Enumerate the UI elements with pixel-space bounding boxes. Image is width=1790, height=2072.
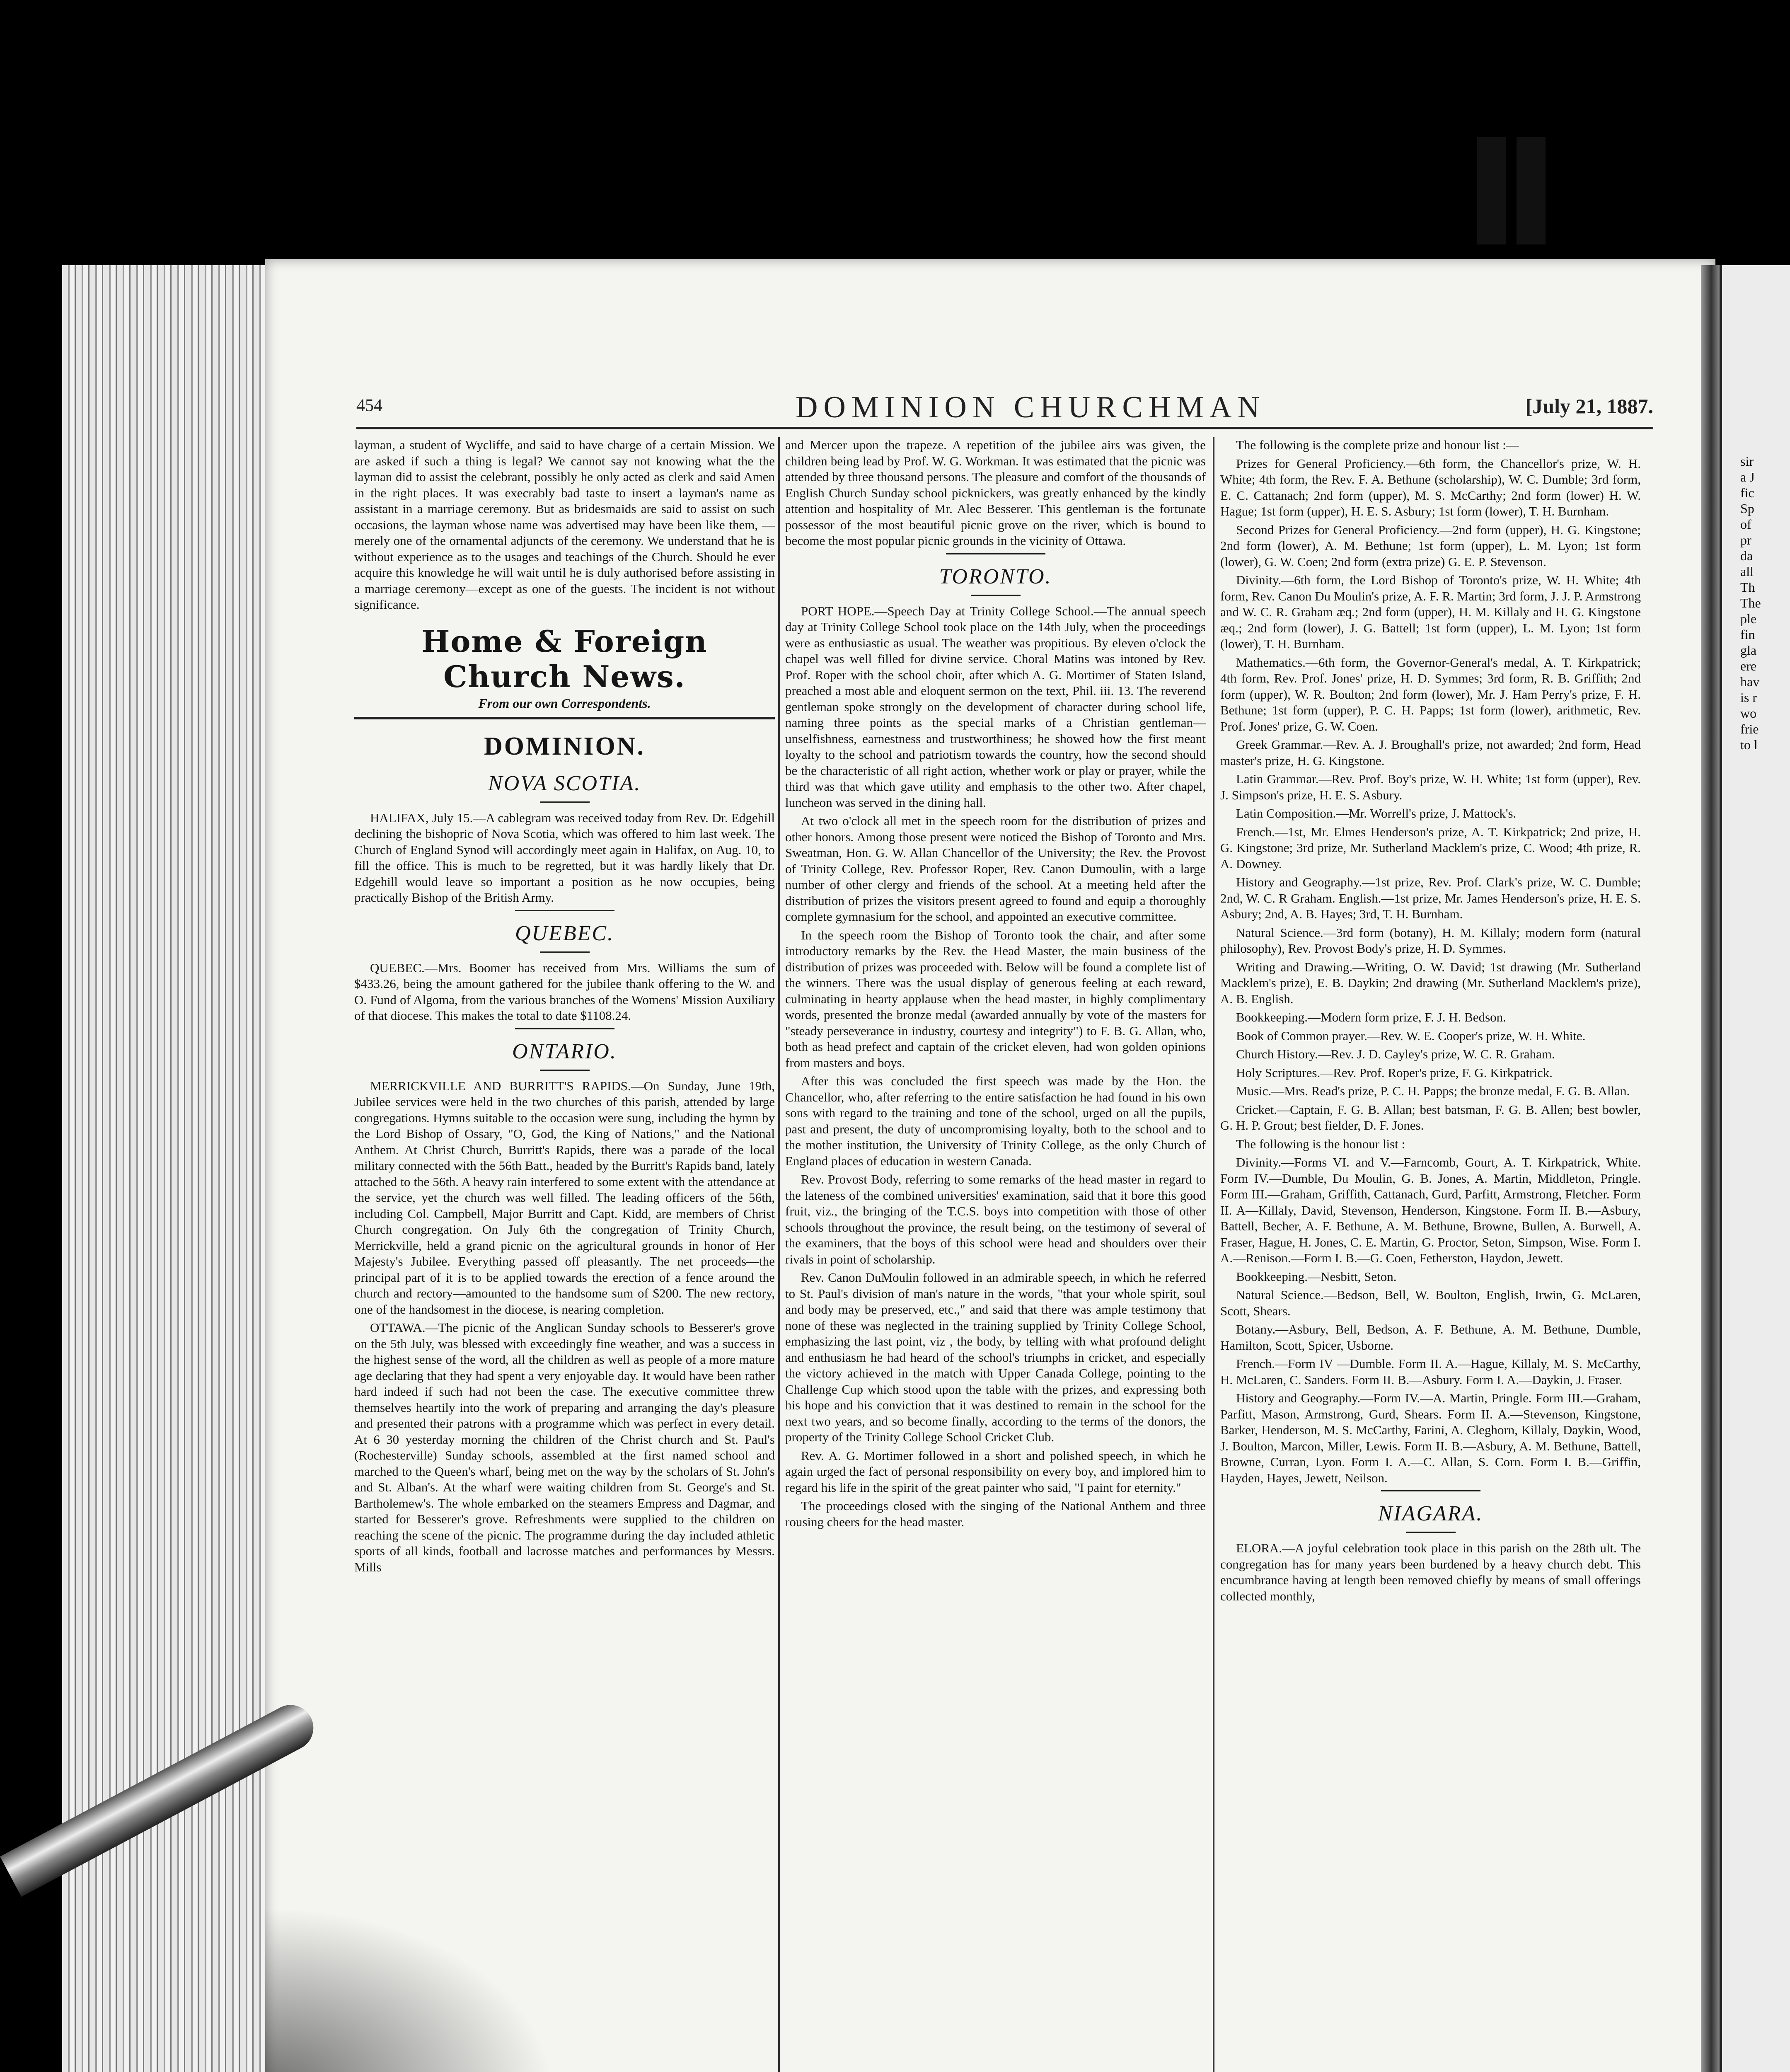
honour-paragraph: Bookkeeping.—Nesbitt, Seton.	[1236, 1269, 1397, 1284]
adjacent-text-fragment: sir	[1740, 454, 1754, 469]
article-paragraph: and Mercer upon the trapeze. A repetition of the jubilee airs was given, the children being lead by Prof. W. G. Workman. It was estimated that the picnic was attended by three thousand persons. The pleasure and comfort of the thousands of English Church Sunday school picknickers, was greatly enhanced by the kindly attention and hospitality of Mr. Alec Besserer. This gentleman is the fortunate possessor of the most beautiful picnic grove on the river, which is bound to become the most popular picnic grounds in the vicinity of Ottawa.	[785, 438, 1206, 548]
quebec-heading: QUEBEC.	[515, 921, 614, 945]
article-paragraph: In the speech room the Bishop of Toronto took the chair, and after some introductory remarks by the Rev. the Head Master, the main business of the distribution of prizes was proceeded with. Below will be found a complete list of the winners. There was the usual display of generous feeling at each reward, culminating in hearty applause when the head master, in highly complimentary words, presented the bronze medal (awarded annually by vote of the masters for "steady perseverance in industry, courtesy and integrity") to F. B. G. Allan, who, both as head prefect and captain of the cricket eleven, had won golden opinions from masters and boys.	[785, 927, 1206, 1070]
article-paragraph: PORT HOPE.—Speech Day at Trinity College School.—The annual speech day at Trinity College School took place on the 14th July, when the proceedings were as enthusiastic as usual. The weather was propitious. By eleven o'clock the chapel was well filled for divine service. Choral Matins was intoned by Rev. Prof. Roper with the school choir, after which A. G. Mortimer of Staten Island, preached a most able and eloquent sermon on the text, Phil. iii. 13. The reverend gentleman spoke strongly on the development of character during school life, naming three points as the special marks of a Christian gentleman—unselfishness, earnestness and trustworthiness; he showed how the first meant loyalty to the school and patriotism towards the country, how the second should be the characteristic of all right action, whether work or play or prayer, while the third was that which gave utility and emphasis to the other two. After chapel, luncheon was served in the dining hall.	[785, 603, 1206, 810]
section-rule	[971, 595, 1021, 596]
header-rule	[356, 427, 1653, 429]
section-rule	[515, 910, 614, 911]
prize-paragraph: Natural Science.—3rd form (botany), H. M. Killaly; modern form (natural philosophy), Rev. Provost Body's prize, H. D. Symmes.	[1220, 925, 1641, 956]
page-number: 454	[356, 396, 382, 415]
article-paragraph: layman, a student of Wycliffe, and said to have charge of a certain Mission. We are asked if such a thing is legal? We cannot say not knowing what the the layman did to assist the celebrant, possibly he only acted as clerk and said Amen in the right places. It was execrably bad taste to insert a layman's name as assistant in a marriage ceremony. But as bridesmaids are said to assist on such occasions, the layman whose name was advertised may have been like them, —merely one of the ornamental adjuncts of the ceremony. We understand that he is without experience as to the usages and teachings of the Church. Should he ever acquire this knowledge he will wait until he is duly authorised before assisting in a marriage ceremony—except as one of the guests. The incident is not without significance.	[354, 438, 775, 612]
section-rule	[540, 801, 590, 803]
dominion-heading: DOMINION.	[484, 732, 646, 760]
adjacent-text-fragment: da	[1740, 548, 1753, 563]
adjacent-text-fragment: ple	[1740, 611, 1757, 626]
article-paragraph: At two o'clock all met in the speech room for the distribution of prizes and other honors. Among those present were noticed the Bishop of Toronto and Mrs. Sweatman, Hon. G. W. Allan Chancellor of the University; the Rev. the Provost of Trinity College, Rev. Professor Roper, Rev. Canon Dumoulin, with a large number of other clergy and friends of the school. At a meeting held after the distribution of prizes the visitors present agreed to found and equip a thoroughly complete gymnasium for the school, and appointed an executive committee.	[785, 813, 1206, 924]
article-paragraph: Rev. A. G. Mortimer followed in a short and polished speech, in which he again urged the fact of personal responsibility on every boy, and implored him to regard his life in the spirit of the great painter who said, "I paint for eternity."	[785, 1448, 1206, 1495]
article-paragraph: The proceedings closed with the singing of the National Anthem and three rousing cheers for the head master.	[785, 1498, 1206, 1529]
niagara-heading: NIAGARA.	[1378, 1502, 1483, 1525]
prize-paragraph: Divinity.—6th form, the Lord Bishop of Toronto's prize, W. H. White; 4th form, Rev. Canon Du Moulin's prize, A. F. R. Martin; 3rd form, J. J. P. Armstrong and W. C. R. Graham æq.; 2nd form (upper), H. M. Killaly and H. G. Kingstone æq.; 2nd form (lower), J. G. Battell; 1st form (upper), L. M. Lyon; 1st form (lower), T. H. Burnham.	[1220, 573, 1641, 651]
article-paragraph: After this was concluded the first speech was made by the Hon. the Chancellor, who, after referring to the entire satisfaction he had found in his own sons with regard to the training and tone of the school, urged on all the pupils, past and present, the duty of uncompromising loyalty, both to the school and to the mother institution, the University of Trinity College, as the only Church of England places of education in western Canada.	[785, 1074, 1206, 1168]
section-banner-title: Home & Foreign Church News.	[421, 623, 708, 694]
section-rule	[515, 1028, 614, 1029]
prize-paragraph: Church History.—Rev. J. D. Cayley's prize, W. C. R. Graham.	[1236, 1047, 1555, 1061]
prize-paragraph: The following is the honour list :	[1236, 1136, 1405, 1151]
prize-paragraph: Mathematics.—6th form, the Governor-General's medal, A. T. Kirkpatrick; 4th form, Rev. Prof. Jones' prize, H. D. Symmes; 3rd form, R. B. Griffith; 2nd form (upper), W. R. Boulton; 2nd form (lower), Mr. J. Ham Perry's prize, F. H. Bethune; 1st form (upper), P. C. H. Papps; 1st form (lower), arithmetic, Rev. Prof. Jones' prize, G. W. Coen.	[1220, 655, 1641, 733]
article-paragraph: Rev. Provost Body, referring to some remarks of the head master in regard to the lateness of the combined universities' examination, said that it bore this good fruit, viz., the bringing of the T.C.S. boys into competition with those of other schools throughout the province, the result being, on the testimony of several of the examiners, that the boys of this school were head and shoulders over their rivals in point of scholarship.	[785, 1172, 1206, 1266]
pointer-shadow	[265, 1906, 555, 2072]
column-3	[1220, 437, 1641, 2072]
adjacent-text-fragment: frie	[1740, 721, 1759, 736]
page-header	[356, 387, 1653, 425]
section-rule	[1381, 1490, 1480, 1491]
article-paragraph: QUEBEC.—Mrs. Boomer has received from Mrs. Williams the sum of $433.26, being the amount gathered for the jubilee thank offering to the W. and O. Fund of Algoma, from the various branches of the Womens' Mission Auxiliary of that diocese. This makes the total to date $1108.24.	[354, 960, 775, 1023]
prize-paragraph: Writing and Drawing.—Writing, O. W. David; 1st drawing (Mr. Sutherland Macklem's prize), E. B. Daykin; 2nd drawing (Mr. Sutherland Macklem's prize), A. B. English.	[1220, 959, 1641, 1006]
honour-paragraph: Botany.—Asbury, Bell, Bedson, A. F. Bethune, A. M. Bethune, Dumble, Hamilton, Scott, Spicer, Usborne.	[1220, 1322, 1641, 1353]
adjacent-text-fragment: all	[1740, 564, 1754, 579]
prize-paragraph: Second Prizes for General Proficiency.—2nd form (upper), H. G. Kingstone; 2nd form (lower), A. M. Bethune; 1st form (upper), L. M. Lyon; 1st form (lower), G. W. Coen; 2nd form (extra prize) G. E. P. Stevenson.	[1220, 522, 1641, 569]
article-paragraph: The following is the complete prize and honour list :—	[1236, 438, 1519, 452]
scanner-clip-mark	[1517, 137, 1546, 244]
masthead-title: DOMINION CHURCHMAN	[796, 390, 1265, 424]
issue-date: [July 21, 1887.	[1525, 395, 1653, 418]
adjacent-text-fragment: is r	[1740, 690, 1757, 705]
section-banner-subtitle: From our own Correspondents.	[478, 695, 651, 711]
newspaper-page	[265, 259, 1715, 2072]
column-1	[354, 437, 775, 2072]
prize-paragraph: French.—1st, Mr. Elmes Henderson's prize, A. T. Kirkpatrick; 2nd prize, H. G. Kingstone; 3rd prize, Mr. Sutherland Macklem's prize, C. Wood; 4th prize, R. A. Downey.	[1220, 824, 1641, 871]
adjacent-text-fragment: The	[1740, 595, 1761, 610]
section-rule	[946, 553, 1045, 554]
prize-paragraph: Greek Grammar.—Rev. A. J. Broughall's prize, not awarded; 2nd form, Head master's prize, H. G. Kingstone.	[1220, 737, 1641, 768]
adjacent-text-fragment: a J	[1740, 470, 1755, 484]
prize-paragraph: Cricket.—Captain, F. G. B. Allan; best batsman, F. G. B. Allen; best bowler, G. H. P. Grout; best fielder, D. F. Jones.	[1220, 1102, 1641, 1133]
banner-rule	[354, 717, 775, 719]
honour-paragraph: Natural Science.—Bedson, Bell, W. Boulton, English, Irwin, G. McLaren, Scott, Shears.	[1220, 1288, 1641, 1318]
adjacent-text-fragment: fic	[1740, 485, 1754, 500]
adjacent-text-fragment: ere	[1740, 658, 1757, 673]
adjacent-text-fragment: gla	[1740, 643, 1757, 658]
prize-paragraph: Latin Composition.—Mr. Worrell's prize, J. Mattock's.	[1236, 806, 1517, 821]
article-paragraph: OTTAWA.—The picnic of the Anglican Sunday schools to Besserer's grove on the 5th July, was blessed with exceedingly fine weather, and was a success in the highest sense of the word, all the children as well as people of a more mature age declaring that they had spent a very enjoyable day. It would have been rather hard indeed if such had not been the case. The executive committee threw themselves heartily into the work of preparing and arranging the day's pleasure and presented their patrons with a programme which was perfect in every detail. At 6 30 yesterday morning the children of the Christ church and St. Paul's (Rochesterville) Sunday schools, assembled at the first named school and marched to the Queen's wharf, being met on the way by the scholars of St. John's and St. Alban's. At the wharf were waiting children from St. George's and St. Bartholemew's. The whole embarked on the steamers Empress and Dagmar, and started for Besserer's grove. Refreshments were supplied to the children on reaching the scene of the picnic. The programme during the day included athletic sports of all kinds, football and lacrosse matches and performances by Messrs. Mills	[354, 1320, 775, 1574]
prize-paragraph: History and Geography.—1st prize, Rev. Prof. Clark's prize, W. C. Dumble; 2nd, W. C. R Graham. English.—1st prize, Mr. James Henderson's prize, H. E. S. Asbury; 2nd, A. B. Hayes; 3rd, T. H. Burnham.	[1220, 875, 1641, 921]
article-paragraph: ELORA.—A joyful celebration took place in this parish on the 28th ult. The congregation has for many years been burdened by a heavy church debt. This encumbrance having at length been removed chiefly by means of small offerings collected monthly,	[1220, 1541, 1641, 1603]
prize-paragraph: Latin Grammar.—Rev. Prof. Boy's prize, W. H. White; 1st form (upper), Rev. J. Simpson's prize, H. E. S. Asbury.	[1220, 772, 1641, 802]
prize-paragraph: Holy Scriptures.—Rev. Prof. Roper's prize, F. G. Kirkpatrick.	[1236, 1065, 1553, 1080]
adjacent-page	[1720, 265, 1790, 2072]
prize-paragraph: Bookkeeping.—Modern form prize, F. J. H. Bedson.	[1236, 1010, 1506, 1024]
prize-paragraph: Book of Common prayer.—Rev. W. E. Cooper's prize, W. H. White.	[1236, 1028, 1586, 1043]
honour-paragraph: History and Geography.—Form IV.—A. Martin, Pringle. Form III.—Graham, Parfitt, Mason, Armstrong, Gurd, Shears. Form II. A.—Stevenson, Kingstone, Barker, Henderson, M. S. McCarthy, Farini, A. Cleghorn, Killaly, Daykin, Wood, J. Boulton, Marcon, Miller, Lewis. Form II. B.—Asbury, A. M. Bethune, Battell, Browne, Curran, Lyon. Form I. A.—C. Allan, S. Corn. Form I. B.—Griffin, Hayden, Hayes, Jewett, Neilson.	[1220, 1391, 1641, 1485]
prize-paragraph: Prizes for General Proficiency.—6th form, the Chancellor's prize, W. H. White; 4th form, the Rev. F. A. Bethune (scholarship), W. C. Dumble; 3rd form, E. C. Cattanach; 2nd form (upper), M. S. McCarthy; 2nd form (lower) H. W. Hague; 1st form (upper), H. E. S. Asbury; 1st form (lower), T. H. Burnham.	[1220, 456, 1641, 518]
column-divider	[778, 437, 780, 2072]
scanner-clip-mark	[1477, 137, 1506, 244]
adjacent-text-fragment: of	[1740, 517, 1751, 532]
adjacent-text-fragment: wo	[1740, 706, 1757, 721]
article-paragraph: MERRICKVILLE AND BURRITT'S RAPIDS.—On Sunday, June 19th, Jubilee services were held in the two churches of this parish, attended by large congregations. Hymns suitable to the occasion were sung, including the hymn by the Lord Bishop of Ossary, "O, God, the King of Nations," and the National Anthem. At Christ Church, Burritt's Rapids, there was a parade of the local military connected with the 56th Batt., headed by the Burritt's Rapids band, lately attached to the 56th. A heavy rain interfered to some extent with the attendance at the service, yet the church was well filled. The leading officers of the 56th, including Col. Campbell, Major Burritt and Capt. Kidd, are members of Christ Church congregation. On July 6th the congregation of Trinity Church, Merrickville, held a grand picnic on the agricultural grounds in honor of Her Majesty's Jubilee. Everything passed off pleasantly. The net proceeds—the principal part of it is to be applied towards the erection of a fence around the church and rectory—amounted to the handsome sum of $200. The new rectory, one of the handsomest in the diocese, is nearing completion.	[354, 1078, 775, 1317]
toronto-heading: TORONTO.	[939, 564, 1052, 588]
book-gutter	[1701, 265, 1722, 2072]
section-rule	[1406, 1532, 1456, 1533]
adjacent-text-fragment: hav	[1740, 674, 1760, 689]
article-paragraph: HALIFAX, July 15.—A cablegram was received today from Rev. Dr. Edgehill declining the bishopric of Nova Scotia, which was offered to him last week. The Church of England Synod will accordingly meet again in Halifax, on Aug. 10, to fill the office. This is much to be regretted, but it was hardly likely that Dr. Edgehill would leave so important a position as he now occupies, being practically Bishop of the British Army.	[354, 810, 775, 905]
article-paragraph: Rev. Canon DuMoulin followed in an admirable speech, in which he referred to St. Paul's division of man's nature in the words, "that your whole spirit, soul and body may be preserved, etc.," and said that there was ample testimony that none of these was neglected in the training supplied by Trinity College School, emphasizing the last point, viz , the body, by telling with what profound delight and enthusiasm he had heard of the school's triumphs in cricket, and especially the victory achieved in the match with Upper Canada College, pointing to the Challenge Cup which stood upon the table with the prizes, and expressing both his hope and his conviction that it was destined to remain in the school for the next two years, and so become finally, according to the terms of the donors, the property of the Trinity College School Cricket Club.	[785, 1270, 1206, 1444]
nova-scotia-heading: NOVA SCOTIA.	[488, 771, 641, 795]
ontario-heading: ONTARIO.	[512, 1039, 617, 1063]
section-rule	[540, 1070, 590, 1071]
column-divider	[1213, 437, 1214, 2072]
honour-paragraph: French.—Form IV —Dumble. Form II. A.—Hague, Killaly, M. S. McCarthy, H. McLaren, C. Sanders. Form II. B.—Asbury. Form I. A.—Daykin, J. Fraser.	[1220, 1356, 1641, 1387]
prize-paragraph: Music.—Mrs. Read's prize, P. C. H. Papps; the bronze medal, F. G. B. Allan.	[1236, 1084, 1630, 1098]
column-2	[785, 437, 1206, 2072]
adjacent-text-fragment: Sp	[1740, 501, 1754, 516]
honour-paragraph: Divinity.—Forms VI. and V.—Farncomb, Gourt, A. T. Kirkpatrick, White. Form IV.—Dumble, Du Moulin, G. B. Jones, A. Martin, Middleton, Pringle. Form III.—Graham, Griffith, Cattanach, Gurd, Parfitt, Armstrong, Fletcher. Form II. A—Killaly, David, Stevenson, Henderson, Kingstone. Form II. B.—Asbury, Battell, Becher, A. F. Bethune, A. M. Bethune, Browne, Bullen, A. Burwell, A. Fraser, Hague, H. Jones, C. E. Martin, G. Proctor, Seton, Simpson, Wise. Form I. A.—Renison.—Form I. B.—G. Coen, Fetherston, Haydon, Jewett.	[1220, 1155, 1641, 1265]
adjacent-text-fragment: fin	[1740, 627, 1755, 642]
adjacent-text-fragment: to l	[1740, 737, 1758, 752]
adjacent-text-fragment: pr	[1740, 533, 1751, 547]
section-rule	[540, 951, 590, 953]
adjacent-text-fragment: Th	[1740, 580, 1755, 595]
